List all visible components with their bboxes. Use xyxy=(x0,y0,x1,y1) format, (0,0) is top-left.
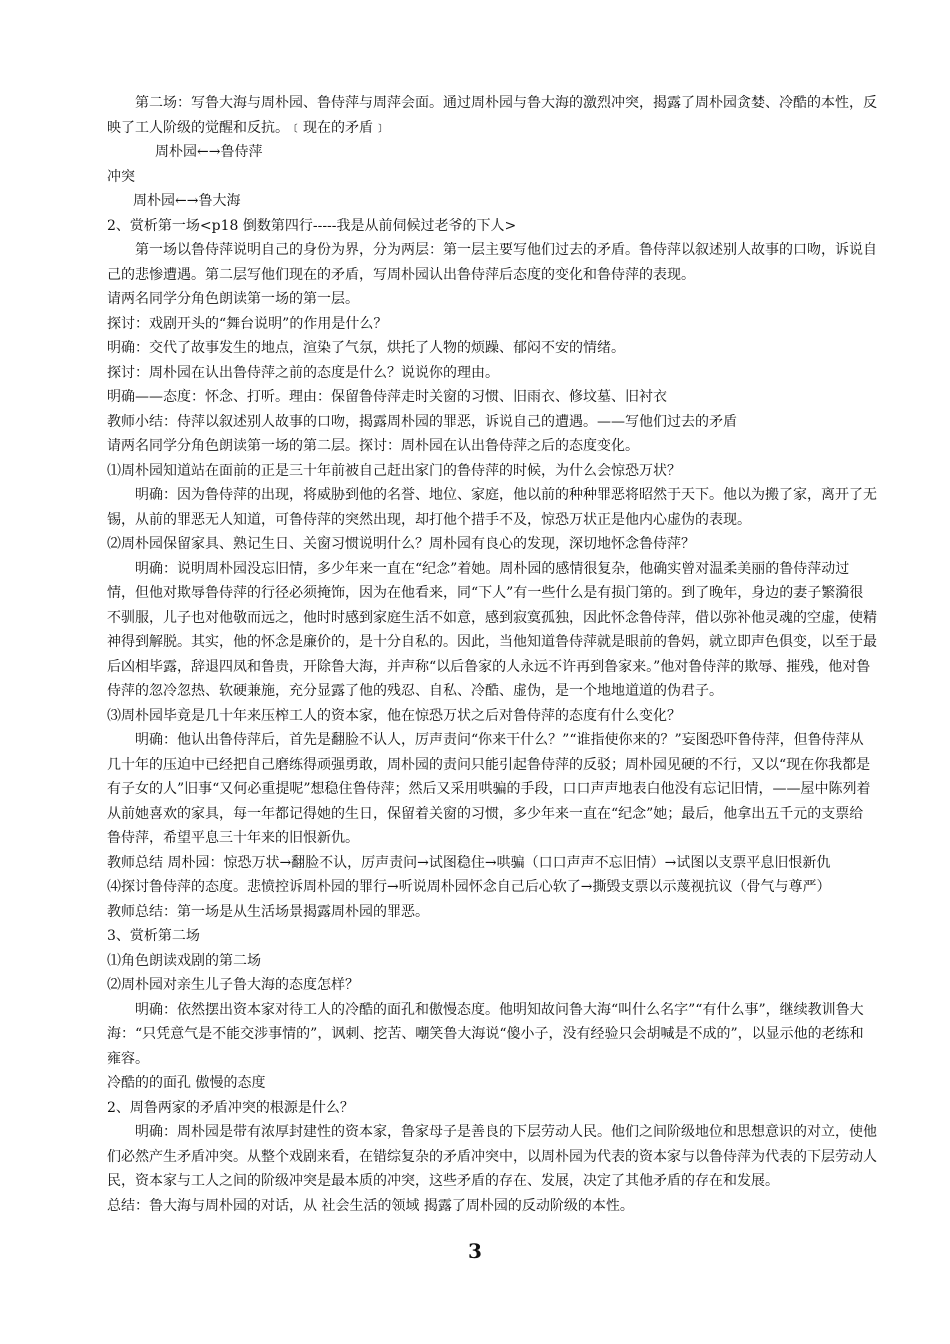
answer-attitude-to-son: 明确：依然摆出资本家对待工人的冷酷的面孔和傲慢态度。他明知故问鲁大海“叫什么名字”“有什么事”，继续教训鲁大海：“只凭意气是不能交涉事情的”，讽刺、挖苦、嘲笑鲁大海说“傻小子，没有经验只会胡喊是不成的”，以显示他的老练和雍容。 xyxy=(107,1001,864,1067)
answer-stage-directions: 明确：交代了故事发生的地点，渲染了气氛，烘托了人物的烦躁、郁闷不安的情绪。 xyxy=(107,340,625,356)
question-panic: ⑴周朴园知道站在面前的正是三十年前被自己赶出家门的鲁侍萍的时候，为什么会惊恐万状？ xyxy=(107,462,681,479)
teacher-summary-first-layer: 教师小结：侍萍以叙述别人故事的口吻，揭露周朴园的罪恶，诉说自己的遭遇。——写他们过去的矛盾 xyxy=(107,413,737,430)
answer-root-conflict: 明确：周朴园是带有浓厚封建性的资本家，鲁家母子是善良的下层劳动人民。他们之间阶级地位和思想意识的对立，使他们必然产生矛盾冲突。从整个戏剧来看，在错综复杂的矛盾冲突中，以周朴园为代表的资本家与以鲁侍萍为代表的下层劳动人民，资本家与工人之间的阶级冲突是最本质的冲突，这些矛盾的存在、发展，决定了其他矛盾的存在和发展。 xyxy=(107,1124,877,1189)
section-heading-scene-two: 3、赏析第二场 xyxy=(107,928,200,944)
paragraph-role-reading: ⑴角色朗读戏剧的第二场 xyxy=(107,952,261,969)
teacher-summary-zhou: 教师总结 周朴园：惊恐万状→翻脸不认，厉声责问→试图稳住→哄骗（口口声声不忘旧情）→试图以支票平息旧恨新仇 xyxy=(107,854,831,871)
answer-panic: 明确：因为鲁侍萍的出现，将威胁到他的名誉、地位、家庭，他以前的种种罪恶将昭然于天下。他以为搬了家，离开了无锡，从前的罪恶无人知道，可鲁侍萍的突然出现，却打他个措手不及，惊恐万状正是他内心虚伪的表现。 xyxy=(107,487,877,528)
conflict-pair-dahai: 周朴园←→鲁大海 xyxy=(133,193,241,209)
paragraph-reading-first-layer: 请两名同学分角色朗读第一场的第一层。 xyxy=(107,291,359,307)
question-attitude-to-son: ⑵周朴园对亲生儿子鲁大海的态度怎样？ xyxy=(107,977,359,993)
paragraph-cold-face: 冷酷的的面孔 傲慢的态度 xyxy=(107,1075,266,1091)
paragraph-scene-two-summary: 第二场：写鲁大海与周朴园、鲁侍萍与周萍会面。通过周朴园与鲁大海的激烈冲突，揭露了周朴园贪婪、冷酷的本性，反映了工人阶级的觉醒和反抗。﹝现在的矛盾﹞ xyxy=(107,95,877,136)
teacher-summary-scene-one: 教师总结：第一场是从生活场景揭露周朴园的罪恶。 xyxy=(107,903,429,920)
question-attitude-change: ⑶周朴园毕竟是几十年来压榨工人的资本家，他在惊恐万状之后对鲁侍萍的态度有什么变化？ xyxy=(107,707,681,724)
answer-attitude-before: 明确——态度：怀念、打听。理由：保留鲁侍萍走时关窗的习惯、旧雨衣、修坟墓、旧衬衣 xyxy=(107,389,667,405)
lesson-text xyxy=(107,91,877,1218)
paragraph-reading-second-layer: 请两名同学分角色朗读第一场的第二层。探讨：周朴园在认出鲁侍萍之后的态度变化。 xyxy=(107,438,639,454)
answer-memories: 明确：说明周朴园没忘旧情，多少年来一直在“纪念”着她。周朴园的感情很复杂，他确实曾对温柔美丽的鲁侍萍动过情，但他对欺辱鲁侍萍的行径必须掩饰，因为在他看来，同“下人”有一些什么是有损门第的。到了晚年，身边的妻子繁漪很不驯服，儿子也对他敬而远之，他时时感到家庭生活不如意，感到寂寞孤独，因此怀念鲁侍萍，借以弥补他灵魂的空虚，使精神得到解脱。其实，他的怀念是廉价的，是十分自私的。因此，当他知道鲁侍萍就是眼前的鲁妈，就立即声色俱变，以至于最后凶相毕露，辞退四凤和鲁贵，开除鲁大海，并声称“以后鲁家的人永远不许再到鲁家来。”他对鲁侍萍的欺辱、摧残，他对鲁侍萍的忽冷忽热、软硬兼施，充分显露了他的残忍、自私、冷酷、虚伪，是一个地地道道的伪君子。 xyxy=(107,560,877,699)
answer-attitude-change: 明确：他认出鲁侍萍后，首先是翻脸不认人，厉声责问“你来干什么？”“谁指使你来的？”妄图恐吓鲁侍萍，但鲁侍萍从几十年的压迫中已经把自己磨练得顽强勇敢，周朴园的责问只能引起鲁侍萍的反驳；周朴园见硬的不行，又以“现在你我都是有子女的人”旧事“又何必重提呢”想稳住鲁侍萍；然后又采用哄骗的手段，口口声声地表白他没有忘记旧情，——屋中陈列着从前她喜欢的家具，每一年都记得她的生日，保留着关窗的习惯，多少年来一直在“纪念”她；最后，他拿出五千元的支票给鲁侍萍，希望平息三十年来的旧恨新仇。 xyxy=(107,732,871,846)
page-number: 3 xyxy=(468,1239,482,1263)
question-attitude-before: 探讨：周朴园在认出鲁侍萍之前的态度是什么？说说你的理由。 xyxy=(107,364,499,381)
paragraph-scene-one-structure: 第一场以鲁侍萍说明自己的身份为界，分为两层：第一层主要写他们过去的矛盾。鲁侍萍以叙述别人故事的口吻，诉说自己的悲惨遭遇。第二层写他们现在的矛盾，写周朴园认出鲁侍萍后态度的变化和鲁侍萍的表现。 xyxy=(107,242,877,283)
conflict-pair-shiping: 周朴园←→鲁侍萍 xyxy=(155,144,263,160)
paragraph-final-summary: 总结：鲁大海与周朴园的对话，从 社会生活的领域 揭露了周朴园的反动阶级的本性。 xyxy=(107,1197,634,1214)
question-memories: ⑵周朴园保留家具、熟记生日、关窗习惯说明什么？周朴园有良心的发现，深切地怀念鲁侍萍？ xyxy=(107,536,695,552)
conflict-label: 冲突 xyxy=(107,168,135,185)
question-stage-directions: 探讨：戏剧开头的“舞台说明”的作用是什么？ xyxy=(107,315,388,332)
section-heading-scene-one: 2、赏析第一场<p18 倒数第四行-----我是从前伺候过老爷的下人> xyxy=(107,217,517,234)
paragraph-shiping-attitude: ⑷探讨鲁侍萍的态度。悲愤控诉周朴园的罪行→听说周朴园怀念自己后心软了→撕毁支票以示蔑视抗议（骨气与尊严） xyxy=(107,879,831,895)
question-root-conflict: 2、周鲁两家的矛盾冲突的根源是什么？ xyxy=(107,1099,354,1116)
